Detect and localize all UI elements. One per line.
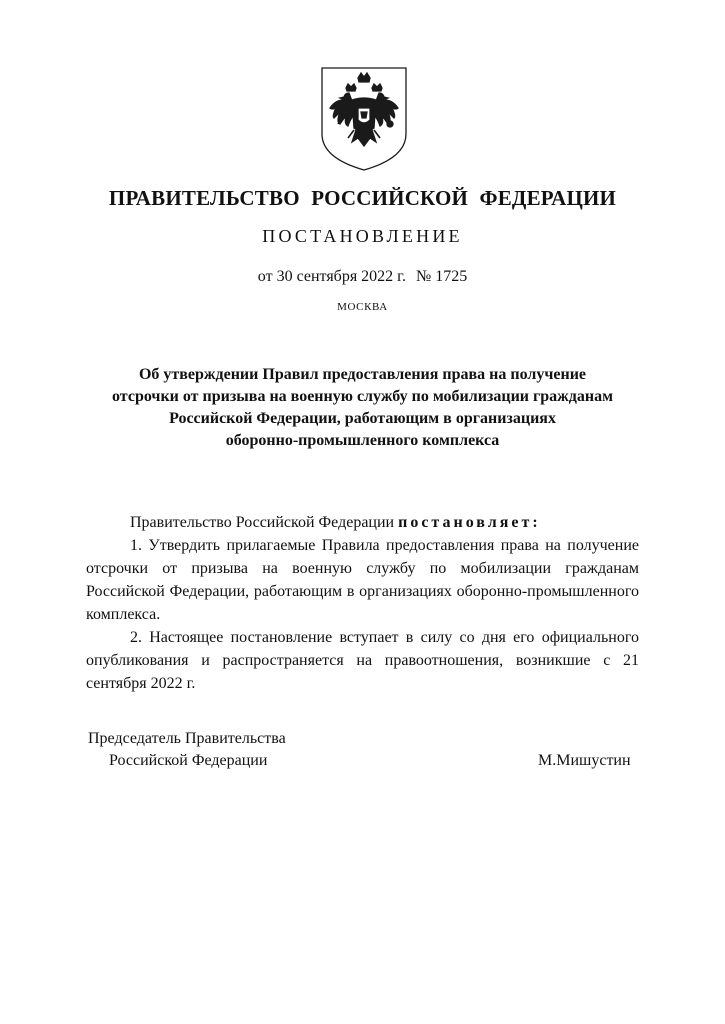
document-date-line (0, 268, 725, 286)
subject-line: оборонно-промышленного комплекса (225, 432, 500, 449)
signatory-title (88, 728, 286, 772)
paragraph-1: 1. Утвердить прилагаемые Правила предоставления права на получение отсрочки от призыва на военную службу по мобилизации гражданам Российской Федерации, работающим в организациях оборонно-промышленного комплекса. (86, 537, 639, 623)
document-subject (80, 364, 645, 452)
signatory-title-line1: Председатель Правительства (88, 730, 286, 747)
preamble (86, 511, 639, 534)
russian-coat-of-arms-icon (322, 68, 406, 170)
document-city: МОСКВА (337, 301, 388, 313)
organization-title: ПРАВИТЕЛЬСТВО РОССИЙСКОЙ ФЕДЕРАЦИИ (108, 186, 617, 210)
paragraph-2: 2. Настоящее постановление вступает в силу со дня его официального опубликования и распространяется на правоотношения, возникшие с 21 сентября 2022 г. (86, 629, 639, 692)
subject-line: отсрочки от призыва на военную службу по мобилизации гражданам (112, 388, 613, 405)
document-type: ПОСТАНОВЛЕНИЕ (262, 226, 463, 246)
subject-line: Об утверждении Правил предоставления права на получение (138, 366, 587, 383)
signatory-name: М.Мишустин (538, 752, 631, 769)
coat-of-arms-emblem (318, 66, 410, 172)
signatory-title-line2: Российской Федерации (109, 752, 268, 769)
preamble-text: Правительство Российской Федерации (130, 514, 395, 531)
document-number: № 1725 (415, 268, 468, 285)
subject-line: Российской Федерации, работающим в организациях (169, 410, 556, 427)
preamble-resolves: постановляет: (398, 514, 541, 531)
document-date: от 30 сентября 2022 г. (257, 268, 406, 285)
